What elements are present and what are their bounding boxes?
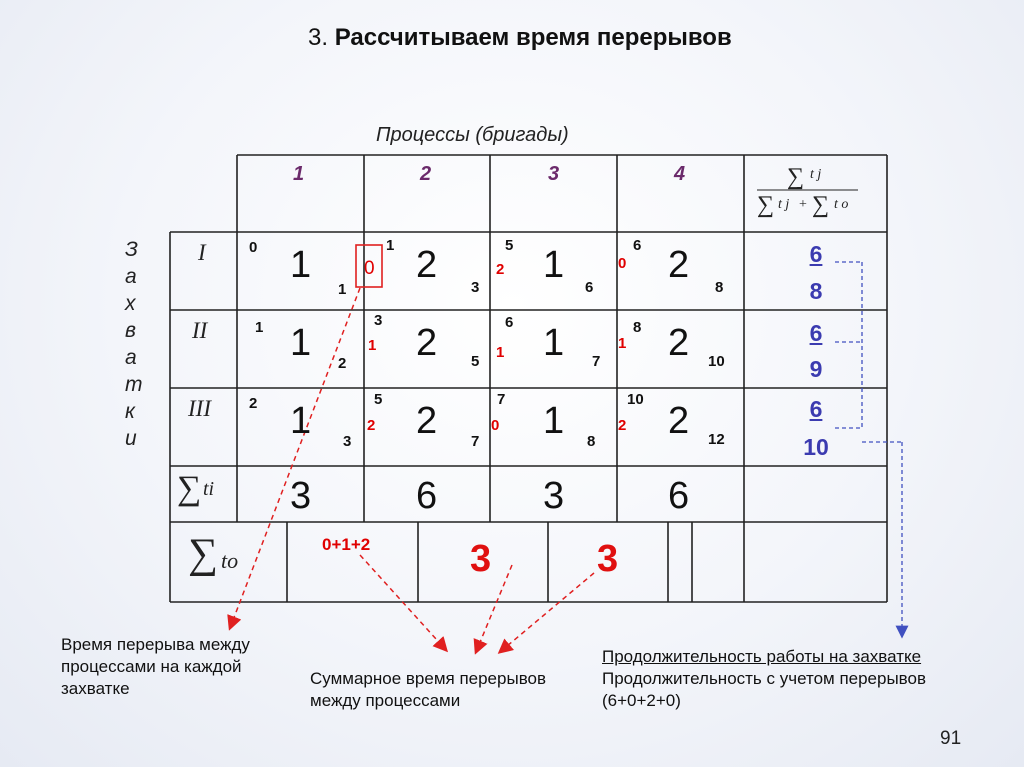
gap-value: 0 <box>364 258 375 279</box>
ratio-denominator: 9 <box>809 356 823 382</box>
column-header: 4 <box>674 163 686 185</box>
duration: 1 <box>543 322 565 364</box>
gap-value: 1 <box>618 335 627 352</box>
sum-ti-value: 3 <box>543 475 565 517</box>
gap-value: 2 <box>618 417 627 434</box>
vertical-letter: З <box>125 238 138 261</box>
column-header: 2 <box>420 163 432 185</box>
ratio-denominator: 8 <box>809 278 823 304</box>
slide-title: 3. Рассчитываем время перерывов <box>308 24 732 51</box>
gap-value: 1 <box>496 344 505 361</box>
duration: 1 <box>290 322 312 364</box>
sum-to-formula: 0+1+2 <box>322 535 371 554</box>
vertical-letter: в <box>125 319 136 342</box>
sum-ti-label: ti <box>203 478 215 500</box>
end-time: 10 <box>708 353 725 370</box>
svg-text:t j: t j <box>810 167 822 182</box>
gap-note: Время перерыва между процессами на каждой захватке <box>61 635 250 698</box>
duration: 2 <box>668 322 690 364</box>
svg-text:+: + <box>799 197 807 212</box>
end-time: 7 <box>592 353 601 370</box>
vertical-letter: к <box>125 400 135 423</box>
svg-text:∑: ∑ <box>757 192 775 218</box>
gap-value: 0 <box>618 255 627 272</box>
ratio-denominator: 10 <box>803 434 829 460</box>
start-time: 1 <box>386 237 395 254</box>
vertical-letter: т <box>125 373 143 396</box>
duration: 2 <box>416 400 438 442</box>
end-time: 6 <box>585 279 594 296</box>
duration: 2 <box>668 244 690 286</box>
duration: 2 <box>668 400 690 442</box>
start-time: 3 <box>374 312 383 329</box>
vertical-letter: и <box>125 427 137 450</box>
start-time: 8 <box>633 319 642 336</box>
gap-value: 2 <box>367 417 376 434</box>
duration-note: Продолжительность работы на захватке Продолжительность с учетом перерывов (6+0+2+0) <box>602 647 927 710</box>
end-time: 12 <box>708 431 725 448</box>
end-time: 1 <box>338 281 347 298</box>
vertical-letter: а <box>125 265 137 288</box>
duration: 1 <box>543 244 565 286</box>
gap-value: 0 <box>491 417 500 434</box>
start-time: 0 <box>249 239 258 256</box>
end-time: 2 <box>338 355 347 372</box>
row-label: I <box>198 240 206 265</box>
vertical-letter: а <box>125 346 137 369</box>
duration: 1 <box>290 244 312 286</box>
duration: 1 <box>290 400 312 442</box>
ratio-numerator: 6 <box>809 320 823 346</box>
ratio-numerator: 6 <box>809 396 823 422</box>
svg-text:t j: t j <box>778 197 790 212</box>
end-time: 8 <box>587 433 596 450</box>
sigma-symbol: ∑ <box>188 531 218 577</box>
duration: 1 <box>543 400 565 442</box>
start-time: 2 <box>249 395 258 412</box>
end-time: 7 <box>471 433 480 450</box>
end-time: 5 <box>471 353 480 370</box>
sum-note: Суммарное время перерывов между процессами <box>310 669 547 710</box>
sum-to-label: to <box>221 548 239 573</box>
start-time: 10 <box>627 391 644 408</box>
row-label: III <box>188 396 211 421</box>
start-time: 1 <box>255 319 264 336</box>
row-label: II <box>192 318 208 343</box>
start-time: 7 <box>497 391 506 408</box>
svg-text:t o: t o <box>834 197 849 212</box>
start-time: 6 <box>633 237 642 254</box>
svg-text:∑: ∑ <box>812 192 830 218</box>
sum-ti-value: 6 <box>668 475 690 517</box>
column-header: 1 <box>293 163 305 185</box>
process-header: Процессы (бригады) <box>376 124 569 146</box>
start-time: 5 <box>374 391 383 408</box>
svg-text:∑: ∑ <box>787 164 805 190</box>
end-time: 3 <box>343 433 352 450</box>
start-time: 5 <box>505 237 514 254</box>
vertical-letter: х <box>125 292 136 315</box>
ratio-numerator: 6 <box>809 241 823 267</box>
duration: 2 <box>416 244 438 286</box>
duration: 2 <box>416 322 438 364</box>
sum-to-value: 3 <box>470 538 492 580</box>
gap-value: 1 <box>368 337 377 354</box>
start-time: 6 <box>505 314 514 331</box>
page-number: 91 <box>940 728 962 749</box>
sum-ti-value: 3 <box>290 475 312 517</box>
sum-to-value: 3 <box>597 538 619 580</box>
gap-value: 2 <box>496 261 505 278</box>
column-header: 3 <box>548 163 560 185</box>
sum-ti-value: 6 <box>416 475 438 517</box>
end-time: 8 <box>715 279 724 296</box>
sigma-symbol: ∑ <box>177 470 202 507</box>
end-time: 3 <box>471 279 480 296</box>
